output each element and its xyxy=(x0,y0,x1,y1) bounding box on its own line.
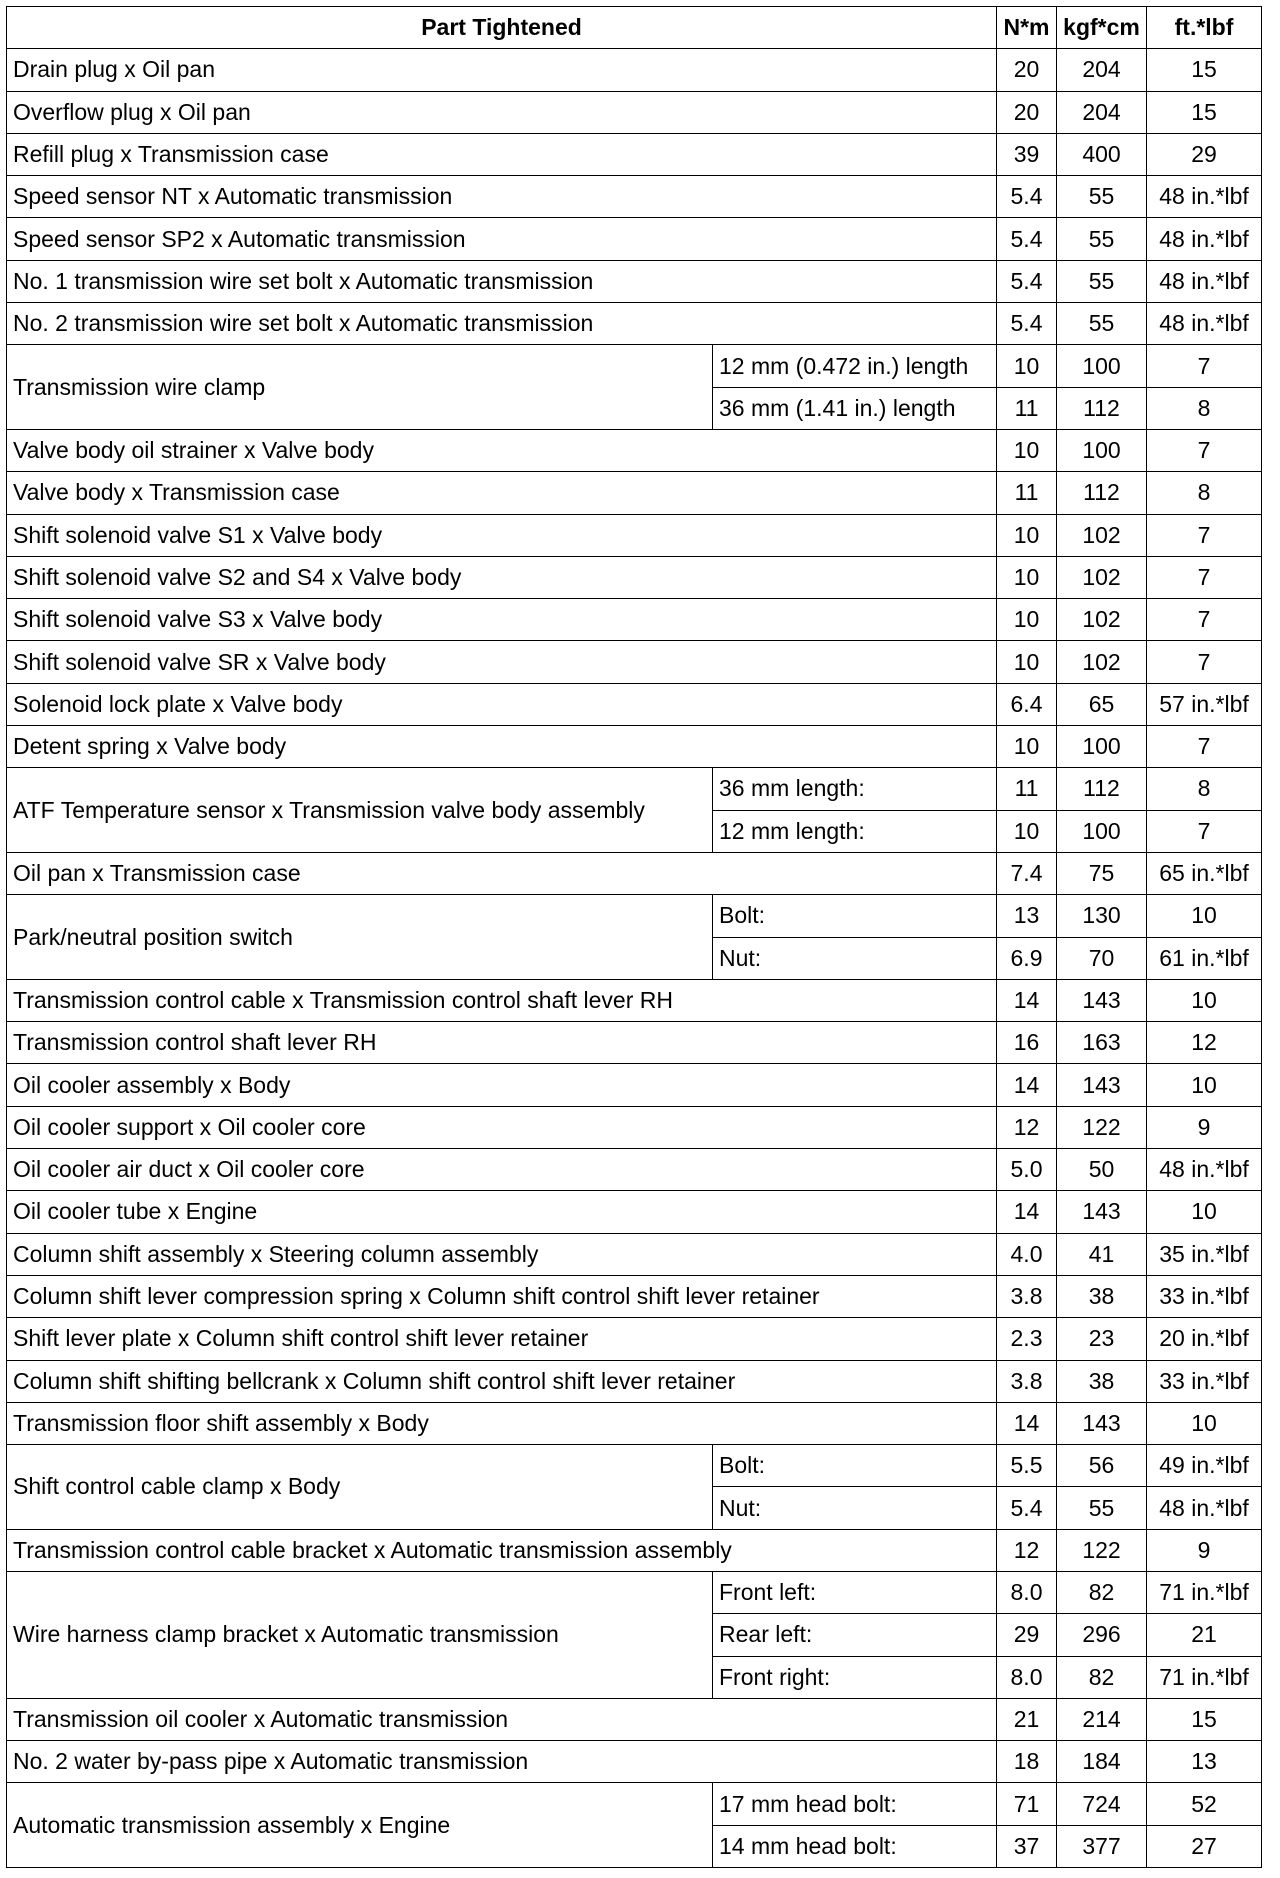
sub-condition-cell: 17 mm head bolt: xyxy=(713,1783,997,1825)
ft-lbf-cell: 48 in.*lbf xyxy=(1147,218,1262,260)
kgf-cm-cell: 122 xyxy=(1057,1106,1147,1148)
nm-cell: 5.4 xyxy=(997,303,1057,345)
nm-cell: 11 xyxy=(997,472,1057,514)
part-cell: Transmission wire clamp xyxy=(7,345,713,430)
nm-cell: 37 xyxy=(997,1825,1057,1867)
part-cell: Oil cooler assembly x Body xyxy=(7,1064,997,1106)
sub-condition-cell: Front left: xyxy=(713,1571,997,1613)
ft-lbf-cell: 49 in.*lbf xyxy=(1147,1445,1262,1487)
nm-cell: 71 xyxy=(997,1783,1057,1825)
kgf-cm-cell: 112 xyxy=(1057,768,1147,810)
nm-cell: 4.0 xyxy=(997,1233,1057,1275)
sub-condition-cell: Bolt: xyxy=(713,1445,997,1487)
kgf-cm-cell: 82 xyxy=(1057,1571,1147,1613)
nm-cell: 14 xyxy=(997,979,1057,1021)
ft-lbf-cell: 48 in.*lbf xyxy=(1147,260,1262,302)
part-cell: No. 1 transmission wire set bolt x Automatic transmission xyxy=(7,260,997,302)
part-cell: Speed sensor NT x Automatic transmission xyxy=(7,176,997,218)
kgf-cm-cell: 204 xyxy=(1057,49,1147,91)
kgf-cm-cell: 204 xyxy=(1057,91,1147,133)
part-cell: Park/neutral position switch xyxy=(7,895,713,980)
kgf-cm-cell: 143 xyxy=(1057,1402,1147,1444)
part-cell: Transmission control cable bracket x Automatic transmission assembly xyxy=(7,1529,997,1571)
part-cell: Valve body oil strainer x Valve body xyxy=(7,429,997,471)
nm-cell: 10 xyxy=(997,641,1057,683)
ft-lbf-cell: 10 xyxy=(1147,1064,1262,1106)
part-cell: Transmission control shaft lever RH xyxy=(7,1022,997,1064)
ft-lbf-cell: 21 xyxy=(1147,1614,1262,1656)
table-row xyxy=(7,683,1262,725)
kgf-cm-cell: 38 xyxy=(1057,1360,1147,1402)
ft-lbf-cell: 7 xyxy=(1147,810,1262,852)
table-row xyxy=(7,176,1262,218)
ft-lbf-cell: 12 xyxy=(1147,1022,1262,1064)
table-row xyxy=(7,1783,1262,1825)
kgf-cm-cell: 56 xyxy=(1057,1445,1147,1487)
kgf-cm-cell: 377 xyxy=(1057,1825,1147,1867)
nm-cell: 12 xyxy=(997,1529,1057,1571)
part-cell: Shift control cable clamp x Body xyxy=(7,1445,713,1530)
nm-cell: 18 xyxy=(997,1741,1057,1783)
nm-cell: 5.5 xyxy=(997,1445,1057,1487)
kgf-cm-cell: 102 xyxy=(1057,556,1147,598)
kgf-cm-cell: 724 xyxy=(1057,1783,1147,1825)
part-cell: No. 2 water by-pass pipe x Automatic transmission xyxy=(7,1741,997,1783)
ft-lbf-cell: 7 xyxy=(1147,556,1262,598)
table-row xyxy=(7,345,1262,387)
ft-lbf-cell: 9 xyxy=(1147,1529,1262,1571)
ft-lbf-cell: 57 in.*lbf xyxy=(1147,683,1262,725)
ft-lbf-cell: 7 xyxy=(1147,429,1262,471)
part-cell: Shift solenoid valve S3 x Valve body xyxy=(7,599,997,641)
table-row xyxy=(7,768,1262,810)
nm-cell: 10 xyxy=(997,556,1057,598)
sub-condition-cell: 12 mm (0.472 in.) length xyxy=(713,345,997,387)
ft-lbf-cell: 27 xyxy=(1147,1825,1262,1867)
nm-cell: 14 xyxy=(997,1402,1057,1444)
sub-condition-cell: Rear left: xyxy=(713,1614,997,1656)
nm-cell: 12 xyxy=(997,1106,1057,1148)
ft-lbf-cell: 15 xyxy=(1147,91,1262,133)
table-row xyxy=(7,852,1262,894)
ft-lbf-cell: 15 xyxy=(1147,49,1262,91)
torque-spec-table xyxy=(6,6,1262,1868)
kgf-cm-cell: 55 xyxy=(1057,303,1147,345)
table-row xyxy=(7,1064,1262,1106)
ft-lbf-cell: 13 xyxy=(1147,1741,1262,1783)
part-cell: Shift solenoid valve S1 x Valve body xyxy=(7,514,997,556)
kgf-cm-cell: 41 xyxy=(1057,1233,1147,1275)
kgf-cm-cell: 130 xyxy=(1057,895,1147,937)
nm-cell: 5.4 xyxy=(997,260,1057,302)
ft-lbf-cell: 15 xyxy=(1147,1698,1262,1740)
nm-cell: 11 xyxy=(997,768,1057,810)
nm-cell: 5.4 xyxy=(997,176,1057,218)
part-cell: Column shift assembly x Steering column assembly xyxy=(7,1233,997,1275)
table-row xyxy=(7,133,1262,175)
nm-cell: 10 xyxy=(997,429,1057,471)
table-row xyxy=(7,1022,1262,1064)
kgf-cm-cell: 55 xyxy=(1057,260,1147,302)
nm-cell: 39 xyxy=(997,133,1057,175)
table-row xyxy=(7,895,1262,937)
nm-cell: 10 xyxy=(997,599,1057,641)
nm-cell: 16 xyxy=(997,1022,1057,1064)
kgf-cm-cell: 100 xyxy=(1057,345,1147,387)
ft-lbf-cell: 48 in.*lbf xyxy=(1147,1487,1262,1529)
table-row xyxy=(7,599,1262,641)
table-row xyxy=(7,1402,1262,1444)
table-row xyxy=(7,1360,1262,1402)
table-row xyxy=(7,1698,1262,1740)
sub-condition-cell: Bolt: xyxy=(713,895,997,937)
part-cell: Wire harness clamp bracket x Automatic transmission xyxy=(7,1571,713,1698)
ft-lbf-cell: 29 xyxy=(1147,133,1262,175)
nm-cell: 14 xyxy=(997,1064,1057,1106)
part-cell: Refill plug x Transmission case xyxy=(7,133,997,175)
kgf-cm-cell: 296 xyxy=(1057,1614,1147,1656)
ft-lbf-cell: 7 xyxy=(1147,599,1262,641)
ft-lbf-cell: 7 xyxy=(1147,726,1262,768)
part-cell: Valve body x Transmission case xyxy=(7,472,997,514)
nm-cell: 20 xyxy=(997,91,1057,133)
part-cell: Transmission control cable x Transmission control shaft lever RH xyxy=(7,979,997,1021)
nm-cell: 20 xyxy=(997,49,1057,91)
nm-cell: 3.8 xyxy=(997,1360,1057,1402)
kgf-cm-cell: 400 xyxy=(1057,133,1147,175)
kgf-cm-cell: 23 xyxy=(1057,1318,1147,1360)
kgf-cm-cell: 112 xyxy=(1057,387,1147,429)
kgf-cm-cell: 122 xyxy=(1057,1529,1147,1571)
nm-cell: 8.0 xyxy=(997,1571,1057,1613)
table-row xyxy=(7,1571,1262,1613)
part-cell: Drain plug x Oil pan xyxy=(7,49,997,91)
ft-lbf-cell: 35 in.*lbf xyxy=(1147,1233,1262,1275)
table-row xyxy=(7,1106,1262,1148)
part-cell: Transmission floor shift assembly x Body xyxy=(7,1402,997,1444)
kgf-cm-cell: 100 xyxy=(1057,810,1147,852)
table-body xyxy=(7,49,1262,1868)
ft-lbf-cell: 71 in.*lbf xyxy=(1147,1656,1262,1698)
nm-cell: 8.0 xyxy=(997,1656,1057,1698)
table-row xyxy=(7,1149,1262,1191)
ft-lbf-cell: 48 in.*lbf xyxy=(1147,1149,1262,1191)
kgf-cm-cell: 55 xyxy=(1057,1487,1147,1529)
ft-lbf-cell: 52 xyxy=(1147,1783,1262,1825)
ft-lbf-cell: 71 in.*lbf xyxy=(1147,1571,1262,1613)
table-row xyxy=(7,91,1262,133)
kgf-cm-cell: 143 xyxy=(1057,1191,1147,1233)
table-row xyxy=(7,1191,1262,1233)
table-row xyxy=(7,303,1262,345)
kgf-cm-cell: 55 xyxy=(1057,176,1147,218)
kgf-cm-cell: 82 xyxy=(1057,1656,1147,1698)
nm-cell: 5.0 xyxy=(997,1149,1057,1191)
part-cell: Overflow plug x Oil pan xyxy=(7,91,997,133)
ft-lbf-cell: 33 in.*lbf xyxy=(1147,1360,1262,1402)
kgf-cm-cell: 50 xyxy=(1057,1149,1147,1191)
nm-cell: 11 xyxy=(997,387,1057,429)
part-cell: Detent spring x Valve body xyxy=(7,726,997,768)
sub-condition-cell: Front right: xyxy=(713,1656,997,1698)
kgf-cm-cell: 55 xyxy=(1057,218,1147,260)
nm-cell: 6.9 xyxy=(997,937,1057,979)
kgf-cm-cell: 102 xyxy=(1057,599,1147,641)
part-cell: Automatic transmission assembly x Engine xyxy=(7,1783,713,1868)
kgf-cm-cell: 65 xyxy=(1057,683,1147,725)
kgf-cm-cell: 184 xyxy=(1057,1741,1147,1783)
table-row xyxy=(7,1318,1262,1360)
nm-cell: 10 xyxy=(997,726,1057,768)
table-row xyxy=(7,1529,1262,1571)
table-row xyxy=(7,1741,1262,1783)
table-row xyxy=(7,1275,1262,1317)
ft-lbf-cell: 8 xyxy=(1147,387,1262,429)
nm-cell: 13 xyxy=(997,895,1057,937)
header-nm: N*m xyxy=(997,7,1057,49)
sub-condition-cell: 14 mm head bolt: xyxy=(713,1825,997,1867)
nm-cell: 2.3 xyxy=(997,1318,1057,1360)
part-cell: ATF Temperature sensor x Transmission valve body assembly xyxy=(7,768,713,853)
ft-lbf-cell: 10 xyxy=(1147,895,1262,937)
table-row xyxy=(7,1233,1262,1275)
nm-cell: 7.4 xyxy=(997,852,1057,894)
part-cell: Column shift lever compression spring x Column shift control shift lever retainer xyxy=(7,1275,997,1317)
ft-lbf-cell: 65 in.*lbf xyxy=(1147,852,1262,894)
kgf-cm-cell: 75 xyxy=(1057,852,1147,894)
ft-lbf-cell: 10 xyxy=(1147,1402,1262,1444)
table-row xyxy=(7,218,1262,260)
table-row xyxy=(7,49,1262,91)
kgf-cm-cell: 100 xyxy=(1057,429,1147,471)
ft-lbf-cell: 10 xyxy=(1147,1191,1262,1233)
table-row xyxy=(7,726,1262,768)
ft-lbf-cell: 48 in.*lbf xyxy=(1147,176,1262,218)
part-cell: Column shift shifting bellcrank x Column shift control shift lever retainer xyxy=(7,1360,997,1402)
kgf-cm-cell: 163 xyxy=(1057,1022,1147,1064)
nm-cell: 6.4 xyxy=(997,683,1057,725)
nm-cell: 3.8 xyxy=(997,1275,1057,1317)
ft-lbf-cell: 10 xyxy=(1147,979,1262,1021)
ft-lbf-cell: 9 xyxy=(1147,1106,1262,1148)
kgf-cm-cell: 102 xyxy=(1057,641,1147,683)
header-part-tightened: Part Tightened xyxy=(7,7,997,49)
kgf-cm-cell: 100 xyxy=(1057,726,1147,768)
part-cell: Solenoid lock plate x Valve body xyxy=(7,683,997,725)
sub-condition-cell: Nut: xyxy=(713,1487,997,1529)
part-cell: Oil pan x Transmission case xyxy=(7,852,997,894)
table-row xyxy=(7,979,1262,1021)
nm-cell: 10 xyxy=(997,514,1057,556)
part-cell: Oil cooler tube x Engine xyxy=(7,1191,997,1233)
nm-cell: 14 xyxy=(997,1191,1057,1233)
kgf-cm-cell: 102 xyxy=(1057,514,1147,556)
kgf-cm-cell: 112 xyxy=(1057,472,1147,514)
kgf-cm-cell: 143 xyxy=(1057,1064,1147,1106)
ft-lbf-cell: 8 xyxy=(1147,472,1262,514)
ft-lbf-cell: 7 xyxy=(1147,641,1262,683)
ft-lbf-cell: 33 in.*lbf xyxy=(1147,1275,1262,1317)
nm-cell: 21 xyxy=(997,1698,1057,1740)
nm-cell: 5.4 xyxy=(997,218,1057,260)
ft-lbf-cell: 61 in.*lbf xyxy=(1147,937,1262,979)
kgf-cm-cell: 38 xyxy=(1057,1275,1147,1317)
sub-condition-cell: 36 mm (1.41 in.) length xyxy=(713,387,997,429)
header-row xyxy=(7,7,1262,49)
table-row xyxy=(7,260,1262,302)
sub-condition-cell: 12 mm length: xyxy=(713,810,997,852)
part-cell: Oil cooler air duct x Oil cooler core xyxy=(7,1149,997,1191)
ft-lbf-cell: 48 in.*lbf xyxy=(1147,303,1262,345)
sub-condition-cell: 36 mm length: xyxy=(713,768,997,810)
table-row xyxy=(7,429,1262,471)
ft-lbf-cell: 8 xyxy=(1147,768,1262,810)
nm-cell: 5.4 xyxy=(997,1487,1057,1529)
kgf-cm-cell: 143 xyxy=(1057,979,1147,1021)
part-cell: No. 2 transmission wire set bolt x Automatic transmission xyxy=(7,303,997,345)
ft-lbf-cell: 20 in.*lbf xyxy=(1147,1318,1262,1360)
part-cell: Shift lever plate x Column shift control shift lever retainer xyxy=(7,1318,997,1360)
part-cell: Shift solenoid valve S2 and S4 x Valve body xyxy=(7,556,997,598)
table-row xyxy=(7,472,1262,514)
part-cell: Shift solenoid valve SR x Valve body xyxy=(7,641,997,683)
header-ft-lbf: ft.*lbf xyxy=(1147,7,1262,49)
ft-lbf-cell: 7 xyxy=(1147,514,1262,556)
sub-condition-cell: Nut: xyxy=(713,937,997,979)
part-cell: Oil cooler support x Oil cooler core xyxy=(7,1106,997,1148)
part-cell: Speed sensor SP2 x Automatic transmission xyxy=(7,218,997,260)
nm-cell: 29 xyxy=(997,1614,1057,1656)
table-row xyxy=(7,641,1262,683)
table-row xyxy=(7,556,1262,598)
nm-cell: 10 xyxy=(997,810,1057,852)
ft-lbf-cell: 7 xyxy=(1147,345,1262,387)
table-row xyxy=(7,1445,1262,1487)
header-kgf-cm: kgf*cm xyxy=(1057,7,1147,49)
table-row xyxy=(7,514,1262,556)
kgf-cm-cell: 214 xyxy=(1057,1698,1147,1740)
kgf-cm-cell: 70 xyxy=(1057,937,1147,979)
part-cell: Transmission oil cooler x Automatic transmission xyxy=(7,1698,997,1740)
nm-cell: 10 xyxy=(997,345,1057,387)
